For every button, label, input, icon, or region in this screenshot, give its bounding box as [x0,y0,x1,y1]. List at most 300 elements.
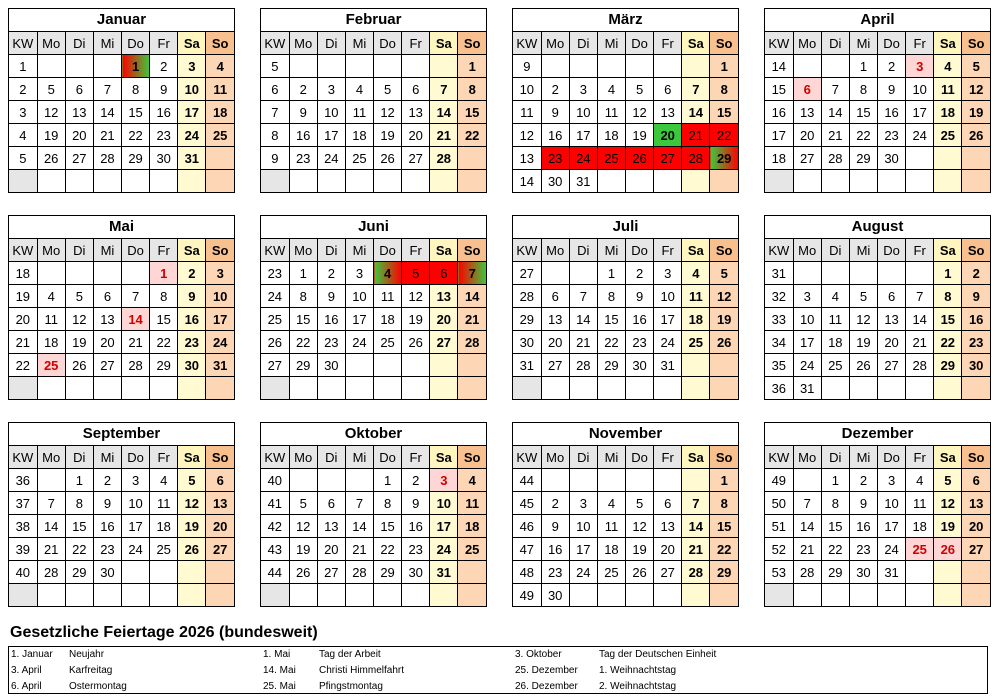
day-cell: 6 [541,285,569,308]
day-cell [93,377,121,400]
day-cell [430,55,458,78]
day-cell: 10 [569,101,597,124]
weekday-header: Sa [682,32,710,55]
day-cell [654,55,682,78]
day-cell [65,170,93,193]
day-cell [122,561,150,584]
day-cell: 8 [821,492,849,515]
day-cell: 23 [541,147,569,170]
week-number: 46 [513,515,541,538]
week-row [261,101,486,124]
day-cell: 25 [682,331,710,354]
day-cell: 26 [402,331,430,354]
day-cell: 24 [878,538,906,561]
week-number: 23 [261,262,289,285]
day-cell [597,584,625,607]
month-title: April [765,9,990,32]
day-cell: 17 [122,515,150,538]
week-number: 43 [261,538,289,561]
weekday-header: Mi [597,32,625,55]
week-row [765,377,990,400]
day-cell [93,584,121,607]
day-cell [569,377,597,400]
day-cell [878,170,906,193]
day-cell [626,469,654,492]
day-cell: 26 [934,538,962,561]
week-row [765,262,990,285]
weekday-header: Do [626,239,654,262]
day-cell [878,262,906,285]
day-cell [317,55,345,78]
day-cell [402,354,430,377]
day-cell: 29 [710,561,738,584]
day-cell: 1 [710,469,738,492]
week-number [9,377,37,400]
week-number: 40 [9,561,37,584]
day-cell [849,262,877,285]
weekday-header: Do [374,239,402,262]
week-number: 13 [513,147,541,170]
day-cell [682,55,710,78]
day-cell [682,354,710,377]
day-cell: 26 [65,354,93,377]
day-cell: 11 [934,78,962,101]
week-row [261,515,486,538]
day-cell: 11 [458,492,486,515]
weekday-header: Do [122,239,150,262]
week-row [261,469,486,492]
day-cell: 18 [206,101,234,124]
day-cell: 24 [430,538,458,561]
day-cell: 20 [65,124,93,147]
day-cell [122,584,150,607]
day-cell [317,469,345,492]
weekday-header: Di [821,446,849,469]
week-number: 9 [513,55,541,78]
week-number: 34 [765,331,793,354]
day-cell [962,377,990,400]
week-row [765,170,990,193]
day-cell: 18 [345,124,373,147]
day-cell: 20 [402,124,430,147]
day-cell: 20 [793,124,821,147]
week-number: 47 [513,538,541,561]
day-cell: 16 [541,538,569,561]
day-cell [402,55,430,78]
day-cell [934,584,962,607]
day-cell: 19 [849,331,877,354]
day-cell [93,262,121,285]
week-row [261,262,486,285]
day-cell [934,147,962,170]
day-cell: 10 [430,492,458,515]
day-cell: 13 [93,308,121,331]
weekday-header: So [962,446,990,469]
day-cell: 9 [402,492,430,515]
day-cell [206,584,234,607]
day-cell: 21 [345,538,373,561]
day-cell: 29 [849,147,877,170]
day-cell [906,262,934,285]
week-row [261,538,486,561]
day-cell: 25 [150,538,178,561]
day-cell: 7 [122,285,150,308]
week-row [9,78,234,101]
day-cell [962,584,990,607]
day-cell: 12 [65,308,93,331]
day-cell: 7 [430,78,458,101]
day-cell [821,55,849,78]
week-number: 20 [9,308,37,331]
week-row [261,354,486,377]
holiday-name: Tag der Arbeit [319,649,381,660]
month-title: November [513,423,738,446]
day-cell [206,377,234,400]
day-cell [122,262,150,285]
day-cell: 6 [65,78,93,101]
week-number [261,377,289,400]
day-cell: 28 [793,561,821,584]
week-number [765,584,793,607]
week-number: 48 [513,561,541,584]
day-cell: 12 [37,101,65,124]
holidays-column-1 [11,647,127,695]
day-cell [93,55,121,78]
day-cell: 27 [93,354,121,377]
week-number: 26 [261,331,289,354]
month-title: Januar [9,9,234,32]
day-cell: 12 [402,285,430,308]
day-cell: 26 [37,147,65,170]
day-cell: 22 [849,124,877,147]
day-cell: 19 [65,331,93,354]
day-cell: 19 [710,308,738,331]
day-cell: 10 [317,101,345,124]
day-cell: 28 [122,354,150,377]
day-cell [849,377,877,400]
weekday-header: Fr [402,446,430,469]
weekday-header: Fr [906,446,934,469]
weekday-header: Mo [289,446,317,469]
month-title: Juli [513,216,738,239]
day-cell [569,469,597,492]
day-cell: 13 [402,101,430,124]
day-cell [934,170,962,193]
week-row [261,124,486,147]
day-cell: 21 [793,538,821,561]
day-cell: 31 [878,561,906,584]
day-cell: 16 [317,308,345,331]
week-row [513,55,738,78]
day-cell: 2 [626,262,654,285]
holiday-name: Christi Himmelfahrt [319,665,405,676]
day-cell [541,55,569,78]
weekday-header: Fr [906,239,934,262]
month-februar [260,8,487,193]
day-cell: 29 [122,147,150,170]
week-row [513,78,738,101]
day-cell: 1 [122,55,150,78]
day-cell: 13 [793,101,821,124]
holiday-name: Karfreitag [69,665,113,676]
day-cell: 2 [93,469,121,492]
day-cell: 24 [178,124,206,147]
day-cell [962,147,990,170]
month-table [765,32,990,192]
week-row [261,55,486,78]
day-cell: 1 [934,262,962,285]
day-cell: 10 [178,78,206,101]
week-number: 49 [513,584,541,607]
weekday-header: So [458,239,486,262]
week-number: 11 [513,101,541,124]
weekday-header: Mo [541,32,569,55]
day-cell [317,170,345,193]
week-number: 5 [9,147,37,170]
day-cell: 27 [402,147,430,170]
day-cell [626,377,654,400]
week-row [765,147,990,170]
day-cell: 26 [849,354,877,377]
day-cell [541,262,569,285]
day-cell [150,170,178,193]
day-cell: 26 [962,124,990,147]
weekday-header: Fr [150,239,178,262]
day-cell [65,377,93,400]
day-cell: 9 [541,101,569,124]
day-cell: 31 [178,147,206,170]
day-cell [906,584,934,607]
week-row [765,308,990,331]
day-cell: 4 [374,262,402,285]
month-januar [8,8,235,193]
week-number: 49 [765,469,793,492]
month-november [512,422,739,607]
weekday-header: KW [9,446,37,469]
day-cell: 16 [402,515,430,538]
week-row [513,170,738,193]
day-cell: 6 [793,78,821,101]
weekday-header: KW [261,446,289,469]
month-märz [512,8,739,193]
day-cell: 31 [569,170,597,193]
day-cell: 25 [374,331,402,354]
day-cell: 5 [374,78,402,101]
day-cell: 24 [654,331,682,354]
day-cell [178,170,206,193]
day-cell: 3 [122,469,150,492]
day-cell: 20 [430,308,458,331]
day-cell: 4 [934,55,962,78]
week-row [9,377,234,400]
week-number: 27 [513,262,541,285]
day-cell: 22 [458,124,486,147]
week-number: 27 [261,354,289,377]
week-number: 32 [765,285,793,308]
week-row [513,262,738,285]
weekday-header: Di [65,239,93,262]
week-number: 19 [9,285,37,308]
weekday-header: KW [261,239,289,262]
day-cell: 20 [654,124,682,147]
week-number: 9 [261,147,289,170]
day-cell: 12 [626,515,654,538]
day-cell: 8 [65,492,93,515]
holiday-date: 26. Dezember [515,681,578,692]
day-cell [178,584,206,607]
day-cell [178,377,206,400]
week-number: 29 [513,308,541,331]
day-cell: 3 [654,262,682,285]
month-table [765,239,990,399]
month-table [261,32,486,192]
day-cell: 22 [65,538,93,561]
day-cell: 7 [821,78,849,101]
day-cell: 27 [317,561,345,584]
week-number [9,170,37,193]
day-cell: 2 [541,492,569,515]
weekday-header: Mi [93,239,121,262]
day-cell: 24 [206,331,234,354]
day-cell: 30 [150,147,178,170]
day-cell: 29 [934,354,962,377]
day-cell [821,262,849,285]
day-cell: 14 [906,308,934,331]
day-cell: 3 [793,285,821,308]
day-cell: 10 [793,308,821,331]
day-cell: 13 [878,308,906,331]
day-cell: 30 [93,561,121,584]
day-cell: 23 [878,124,906,147]
weekday-header: Di [569,446,597,469]
weekday-header: Di [569,32,597,55]
day-cell [458,354,486,377]
day-cell: 28 [569,354,597,377]
day-cell: 28 [37,561,65,584]
weekday-header: Di [317,32,345,55]
day-cell: 30 [878,147,906,170]
day-cell: 5 [626,78,654,101]
day-cell: 26 [289,561,317,584]
day-cell [962,561,990,584]
month-title: August [765,216,990,239]
day-cell: 14 [122,308,150,331]
day-cell: 9 [93,492,121,515]
weekday-header: KW [513,32,541,55]
day-cell: 23 [93,538,121,561]
week-number: 12 [513,124,541,147]
day-cell: 27 [65,147,93,170]
day-cell: 12 [710,285,738,308]
day-cell: 19 [374,124,402,147]
weekday-header: Do [626,446,654,469]
day-cell [206,170,234,193]
weekday-header: KW [9,32,37,55]
day-cell: 17 [430,515,458,538]
day-cell: 18 [597,124,625,147]
weekday-header: Mo [541,446,569,469]
weekday-header: So [710,32,738,55]
weekday-header-row [765,32,990,55]
weekday-header: Fr [906,32,934,55]
week-number: 33 [765,308,793,331]
week-row [765,515,990,538]
day-cell: 21 [569,331,597,354]
day-cell [122,170,150,193]
weekday-header: Mo [793,446,821,469]
day-cell: 11 [150,492,178,515]
day-cell: 22 [710,538,738,561]
week-number: 28 [513,285,541,308]
holiday-date: 1. Januar [11,649,53,660]
day-cell: 7 [682,78,710,101]
day-cell: 9 [878,78,906,101]
day-cell: 6 [317,492,345,515]
day-cell: 6 [93,285,121,308]
day-cell: 12 [289,515,317,538]
day-cell [374,377,402,400]
weekday-header: Do [122,446,150,469]
day-cell: 26 [178,538,206,561]
week-row [765,492,990,515]
day-cell [430,584,458,607]
day-cell [374,354,402,377]
week-row [765,354,990,377]
day-cell: 8 [934,285,962,308]
day-cell: 16 [962,308,990,331]
day-cell [597,469,625,492]
day-cell [345,584,373,607]
day-cell [430,354,458,377]
day-cell [626,584,654,607]
week-number: 24 [261,285,289,308]
week-number: 18 [9,262,37,285]
day-cell [150,377,178,400]
day-cell: 21 [821,124,849,147]
holiday-date: 6. April [11,681,42,692]
day-cell: 28 [682,561,710,584]
day-cell: 27 [541,354,569,377]
day-cell: 1 [597,262,625,285]
day-cell: 23 [541,561,569,584]
weekday-header: Do [122,32,150,55]
day-cell: 1 [458,55,486,78]
weekday-header: Do [374,446,402,469]
day-cell [962,170,990,193]
weekday-header: KW [261,32,289,55]
day-cell [345,469,373,492]
day-cell: 16 [150,101,178,124]
week-row [9,331,234,354]
day-cell [569,584,597,607]
week-number: 17 [765,124,793,147]
day-cell: 13 [654,101,682,124]
day-cell: 13 [430,285,458,308]
day-cell: 10 [345,285,373,308]
day-cell: 15 [934,308,962,331]
day-cell: 5 [65,285,93,308]
day-cell: 15 [289,308,317,331]
month-september [8,422,235,607]
day-cell: 30 [541,170,569,193]
week-row [513,331,738,354]
week-number: 14 [513,170,541,193]
day-cell [206,561,234,584]
day-cell: 3 [569,492,597,515]
day-cell: 2 [849,469,877,492]
day-cell: 28 [458,331,486,354]
day-cell: 16 [849,515,877,538]
